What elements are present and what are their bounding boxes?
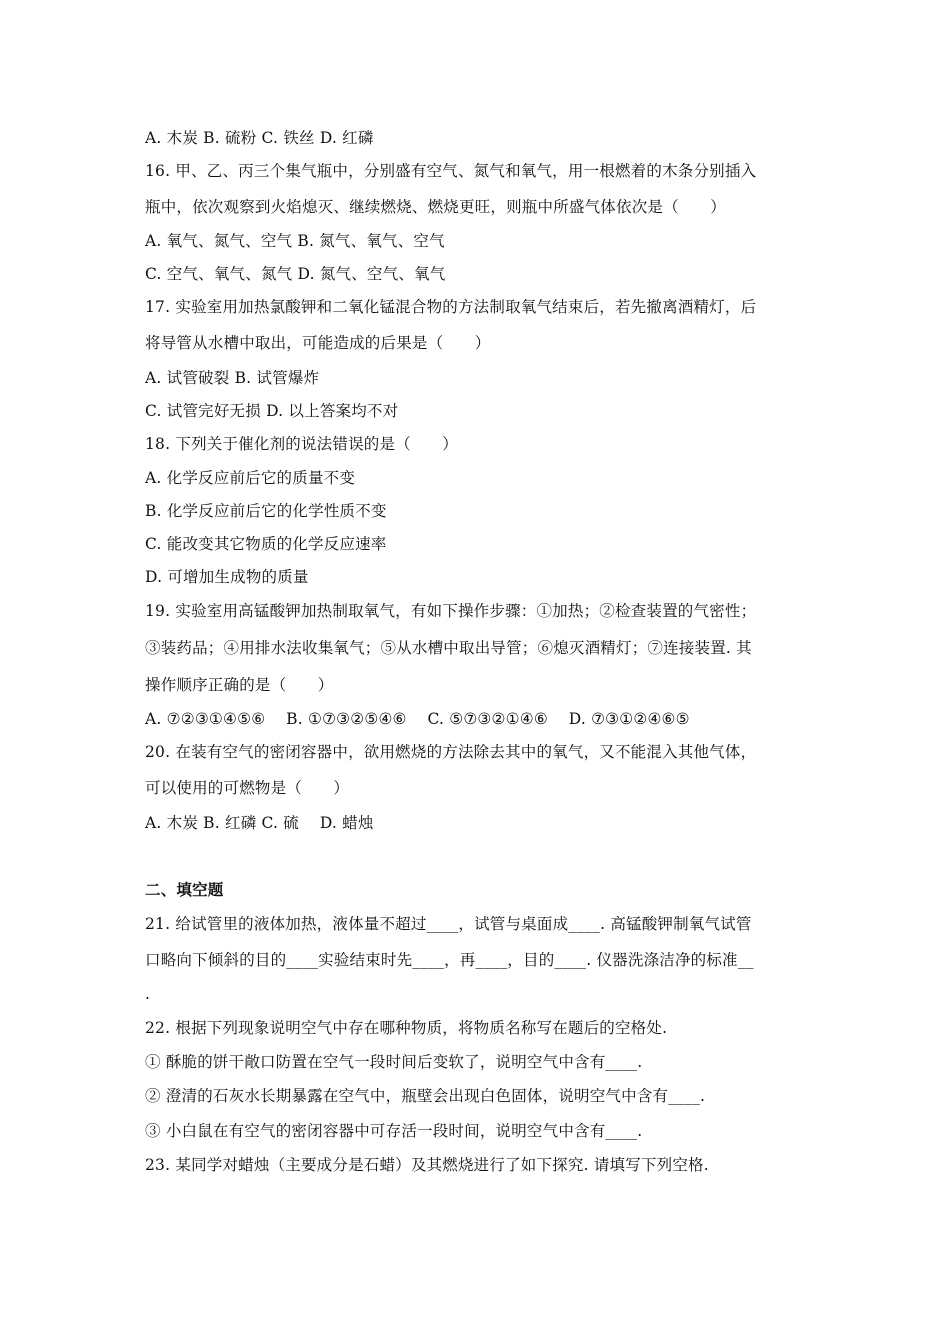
q18-option-a: A. 化学反应前后它的质量不变 — [145, 469, 356, 487]
q15-options: A. 木炭 B. 硫粉 C. 铁丝 D. 红磷 — [145, 129, 374, 147]
q18-option-b: B. 化学反应前后它的化学性质不变 — [145, 502, 387, 520]
q21-stem-line-3: . — [145, 985, 151, 1003]
q20-stem-line-1: 20. 在装有空气的密闭容器中，欲用燃烧的方法除去其中的氧气，又不能混入其他气体， — [145, 743, 757, 761]
q22-stem: 22. 根据下列现象说明空气中存在哪种物质，将物质名称写在题后的空格处. — [145, 1019, 668, 1037]
q18-option-d: D. 可增加生成物的质量 — [145, 568, 309, 586]
q19-options: A. ⑦②③①④⑤⑥ B. ①⑦③②⑤④⑥ C. ⑤⑦③②①④⑥ D. ⑦③①②④⑥⑤ — [145, 710, 690, 728]
q17-stem-line-1: 17. 实验室用加热氯酸钾和二氧化锰混合物的方法制取氧气结束后，若先撤离酒精灯，后 — [145, 298, 757, 316]
q21-stem-line-1: 21. 给试管里的液体加热，液体量不超过____，试管与桌面成____. 高锰酸钾制氧气试管 — [145, 915, 752, 933]
section-heading-fill-in: 二、填空题 — [145, 881, 224, 899]
q17-options-ab: A. 试管破裂 B. 试管爆炸 — [145, 369, 320, 387]
q19-stem-line-1: 19. 实验室用高锰酸钾加热制取氧气，有如下操作步骤：①加热；②检查装置的气密性； — [145, 602, 757, 620]
q20-options: A. 木炭 B. 红磷 C. 硫 D. 蜡烛 — [145, 814, 374, 832]
q19-stem-line-3: 操作顺序正确的是（ ） — [145, 676, 334, 694]
q21-stem-line-2: 口略向下倾斜的目的____实验结束时先____，再____，目的____. 仪器洗涤洁净的标准__ — [145, 951, 754, 969]
q23-stem: 23. 某同学对蜡烛（主要成分是石蜡）及其燃烧进行了如下探究. 请填写下列空格. — [145, 1156, 709, 1174]
q22-item-3: ③ 小白鼠在有空气的密闭容器中可存活一段时间，说明空气中含有____. — [145, 1122, 643, 1140]
q17-stem-line-2: 将导管从水槽中取出，可能造成的后果是（ ） — [145, 334, 491, 352]
q19-stem-line-2: ③装药品；④用排水法收集氧气；⑤从水槽中取出导管；⑥熄灭酒精灯；⑦连接装置. 其 — [145, 639, 752, 657]
q16-options-ab: A. 氧气、氮气、空气 B. 氮气、氧气、空气 — [145, 232, 445, 250]
q18-stem: 18. 下列关于催化剂的说法错误的是（ ） — [145, 435, 458, 453]
q16-stem-line-1: 16. 甲、乙、丙三个集气瓶中，分别盛有空气、氮气和氧气，用一根燃着的木条分别插入 — [145, 162, 757, 180]
q22-item-2: ② 澄清的石灰水长期暴露在空气中，瓶壁会出现白色固体，说明空气中含有____. — [145, 1087, 706, 1105]
q22-item-1: ① 酥脆的饼干敞口防置在空气一段时间后变软了，说明空气中含有____. — [145, 1053, 643, 1071]
q16-stem-line-2: 瓶中，依次观察到火焰熄灭、继续燃烧、燃烧更旺，则瓶中所盛气体依次是（ ） — [145, 198, 726, 216]
q18-option-c: C. 能改变其它物质的化学反应速率 — [145, 535, 387, 553]
q16-options-cd: C. 空气、氧气、氮气 D. 氮气、空气、氧气 — [145, 265, 446, 283]
q20-stem-line-2: 可以使用的可燃物是（ ） — [145, 779, 350, 797]
q17-options-cd: C. 试管完好无损 D. 以上答案均不对 — [145, 402, 399, 420]
